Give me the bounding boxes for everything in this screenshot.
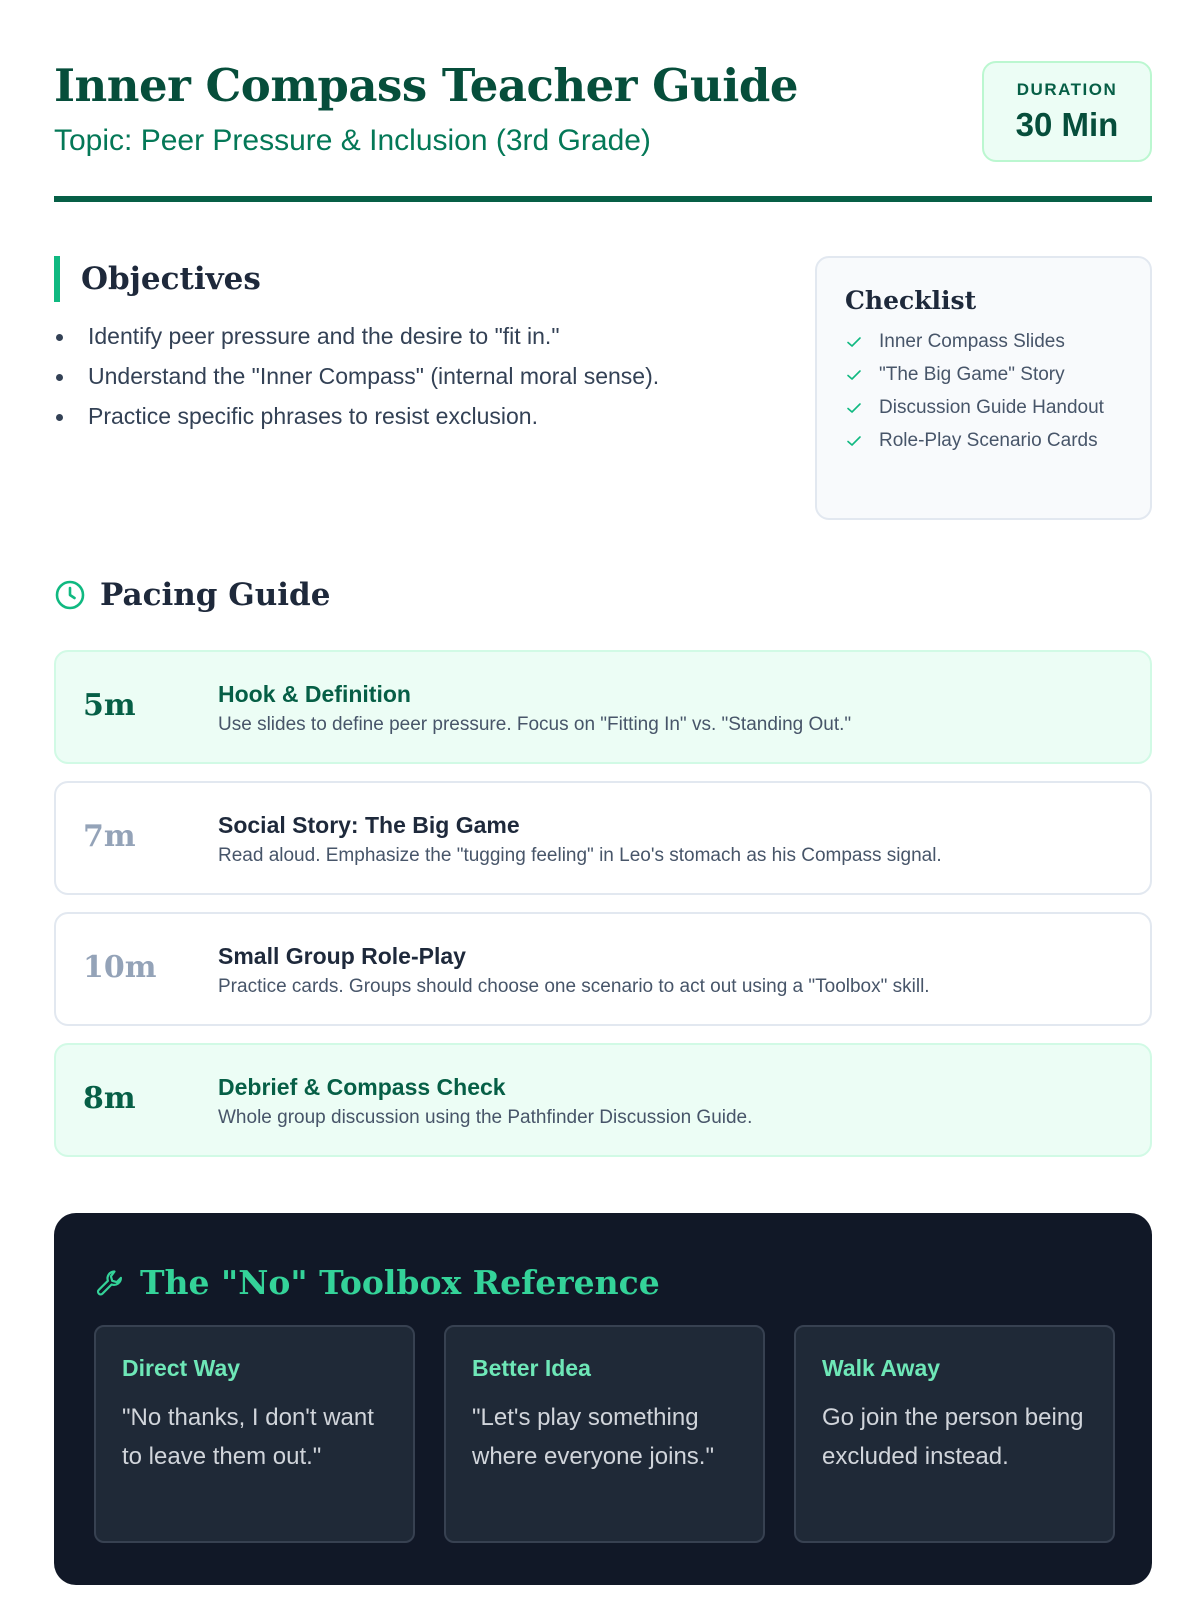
checklist-item [845, 329, 1124, 354]
checklist-item [845, 428, 1124, 453]
objectives-heading: Objectives [81, 261, 261, 297]
checklist-item-label: "The Big Game" Story [879, 364, 1065, 385]
toolbox-card-text: "No thanks, I don't want to leave them out." [122, 1404, 374, 1470]
pacing-row [54, 781, 1152, 895]
objective-item: Practice specific phrases to resist exclusion. [54, 402, 754, 430]
pacing-row [54, 650, 1152, 764]
toolbox-card [794, 1325, 1115, 1543]
pacing-heading: Pacing Guide [100, 577, 331, 613]
pacing-time: 7m [83, 819, 136, 854]
checklist-heading: Checklist [845, 286, 977, 315]
checklist-item-label: Discussion Guide Handout [879, 397, 1104, 418]
objectives-list [54, 322, 754, 430]
pacing-row [54, 912, 1152, 1026]
page-header [54, 58, 1152, 204]
toolbox-card-title: Walk Away [822, 1355, 941, 1381]
check-icon [845, 432, 863, 450]
pacing-heading-row [54, 577, 330, 613]
section-accent-bar [54, 256, 60, 302]
pacing-activity-title: Hook & Definition [218, 681, 411, 707]
pacing-time: 8m [83, 1081, 136, 1116]
objective-item: Understand the "Inner Compass" (internal moral sense). [54, 362, 754, 390]
toolbox-heading-row [94, 1263, 660, 1302]
toolbox-card-text: "Let's play something where everyone joins." [472, 1404, 714, 1470]
duration-label: DURATION [1016, 80, 1118, 99]
checklist-item [845, 362, 1124, 387]
wrench-icon [94, 1267, 126, 1299]
pacing-activity-title: Small Group Role-Play [218, 943, 466, 969]
checklist-item-label: Inner Compass Slides [879, 331, 1065, 352]
pacing-time: 10m [83, 950, 157, 985]
pacing-activity-desc: Practice cards. Groups should choose one scenario to act out using a "Toolbox" skill. [218, 976, 930, 997]
toolbox-panel [54, 1213, 1152, 1585]
check-icon [845, 399, 863, 417]
toolbox-card-text: Go join the person being excluded instead. [822, 1404, 1084, 1470]
duration-badge [982, 61, 1152, 162]
pacing-activity-desc: Read aloud. Emphasize the "tugging feeling" in Leo's stomach as his Compass signal. [218, 845, 942, 866]
pacing-activity-desc: Whole group discussion using the Pathfinder Discussion Guide. [218, 1107, 753, 1128]
toolbox-card-title: Direct Way [122, 1355, 241, 1381]
pacing-activity-title: Social Story: The Big Game [218, 812, 520, 838]
toolbox-heading: The "No" Toolbox Reference [140, 1263, 660, 1302]
toolbox-card-title: Better Idea [472, 1355, 591, 1381]
pacing-row [54, 1043, 1152, 1157]
duration-value: 30 Min [1015, 106, 1119, 143]
checklist-item-label: Role-Play Scenario Cards [879, 430, 1098, 451]
checklist-item [845, 395, 1124, 420]
toolbox-card [94, 1325, 415, 1543]
check-icon [845, 366, 863, 384]
toolbox-card [444, 1325, 765, 1543]
pacing-time: 5m [83, 688, 136, 723]
objectives-section [54, 256, 754, 442]
header-divider [54, 196, 1152, 202]
page-title: Inner Compass Teacher Guide [54, 59, 798, 112]
objective-item: Identify peer pressure and the desire to "fit in." [54, 322, 754, 350]
checklist-card [815, 256, 1152, 520]
pacing-activity-desc: Use slides to define peer pressure. Focus on "Fitting In" vs. "Standing Out." [218, 714, 852, 735]
page-subtitle: Topic: Peer Pressure & Inclusion (3rd Grade) [54, 124, 651, 157]
check-icon [845, 333, 863, 351]
clock-icon [54, 579, 86, 611]
pacing-activity-title: Debrief & Compass Check [218, 1074, 506, 1100]
